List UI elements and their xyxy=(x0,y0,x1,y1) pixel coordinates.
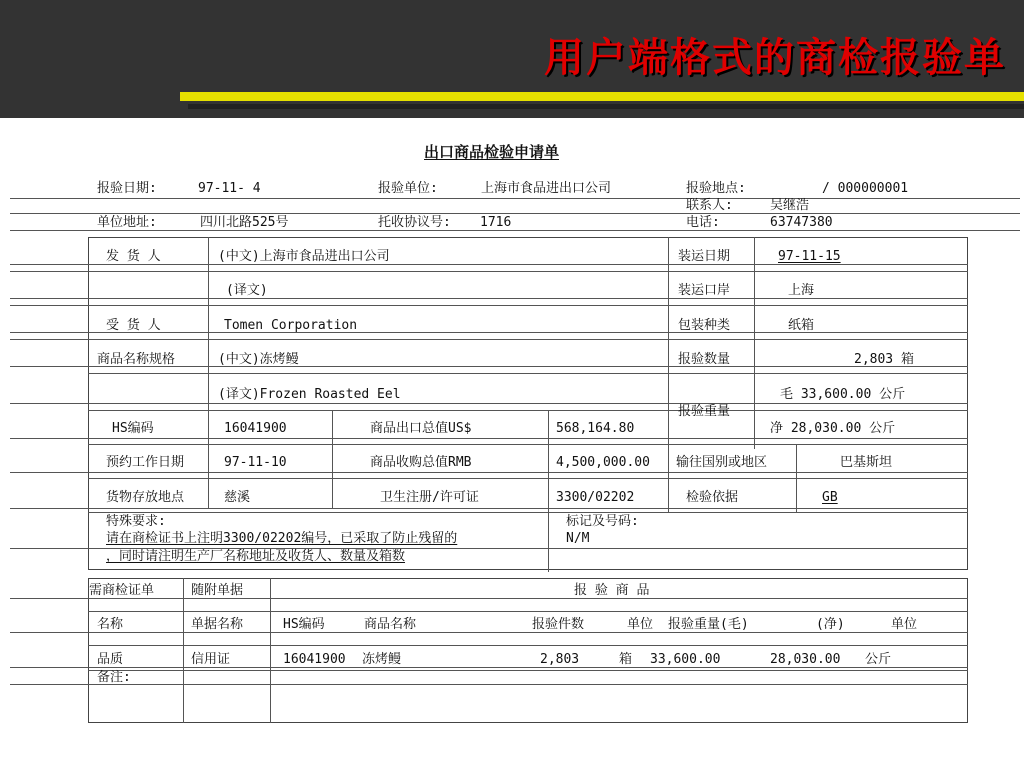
row-line xyxy=(10,438,968,439)
col-header-name: 名称 xyxy=(97,617,124,632)
col-header-net: (净) xyxy=(816,617,845,632)
export-value: 568,164.80 xyxy=(556,421,635,436)
form-title: 出口商品检验申请单 xyxy=(424,143,560,161)
row-line xyxy=(10,667,968,668)
divider xyxy=(10,230,1020,231)
qty-value: 2,803 箱 xyxy=(854,352,914,367)
goods-translation: (译文)Frozen Roasted Eel xyxy=(218,387,401,402)
remark-label: 备注: xyxy=(97,670,131,685)
purchase-label: 商品收购总值RMB xyxy=(370,455,472,470)
col-line xyxy=(796,444,797,512)
port-label: 装运口岸 xyxy=(678,283,731,298)
agreement-value: 1716 xyxy=(480,215,512,230)
ship-date-value: 97-11-15 xyxy=(778,249,841,264)
row-line xyxy=(88,645,968,646)
row-line xyxy=(10,339,968,340)
row-net: 28,030.00 xyxy=(770,652,841,667)
row-line xyxy=(88,373,968,374)
dest-value: 巴基斯坦 xyxy=(840,455,893,470)
row-line xyxy=(88,444,968,445)
row-unit: 箱 xyxy=(619,652,633,667)
col-header-pieces: 报验件数 xyxy=(532,617,585,632)
row-name: 品质 xyxy=(97,652,124,667)
pack-label: 包装种类 xyxy=(678,318,731,333)
row-unit2: 公斤 xyxy=(865,652,892,667)
address-label: 单位地址: xyxy=(97,215,157,230)
port-value: 上海 xyxy=(788,283,815,298)
row-line xyxy=(10,403,968,404)
contact-label: 联系人: xyxy=(686,198,733,213)
slide-header xyxy=(0,0,1024,118)
hs-label: HS编码 xyxy=(112,421,154,436)
marks-value: N/M xyxy=(566,531,590,546)
row-doc: 信用证 xyxy=(191,652,231,667)
col-header-doc: 单据名称 xyxy=(191,617,244,632)
col-line xyxy=(548,410,549,572)
work-date-label: 预约工作日期 xyxy=(106,455,185,470)
qty-label: 报验数量 xyxy=(678,352,731,367)
ship-date-label: 装运日期 xyxy=(678,249,731,264)
unit-value: 上海市食品进出口公司 xyxy=(481,181,612,196)
row-pieces: 2,803 xyxy=(540,652,580,667)
col-header-unit: 单位 xyxy=(627,617,654,632)
goods-cn: (中文)冻烤鳗 xyxy=(218,352,299,367)
special-line-2: ，同时请注明生产厂名称地址及收货人、数量及箱数 xyxy=(106,549,406,564)
slide-title: 用户端格式的商检报验单 xyxy=(544,34,1006,81)
row-line xyxy=(88,670,968,671)
col-line xyxy=(668,237,669,512)
accent-bar-dark xyxy=(188,104,1024,109)
divider xyxy=(10,198,1020,199)
shipper-translation: (译文) xyxy=(226,283,268,298)
row-line xyxy=(10,684,968,685)
purchase-value: 4,500,000.00 xyxy=(556,455,650,470)
contact-value: 吴继浩 xyxy=(770,198,810,213)
agreement-label: 托收协议号: xyxy=(378,215,451,230)
health-value: 3300/02202 xyxy=(556,490,635,505)
dest-label: 输往国别或地区 xyxy=(676,455,768,470)
col-line xyxy=(270,578,271,723)
row-line xyxy=(10,305,968,306)
shipper-cn: (中文)上海市食品进出口公司 xyxy=(218,249,390,264)
col-line xyxy=(208,237,209,508)
date-label: 报验日期: xyxy=(97,181,157,196)
consignee-label: 受 货 人 xyxy=(106,318,161,333)
storage-value: 慈溪 xyxy=(224,490,251,505)
hs-value: 16041900 xyxy=(224,421,287,436)
basis-value: GB xyxy=(822,490,838,505)
weight-label: 报验重量 xyxy=(678,404,731,419)
row-line xyxy=(10,472,968,473)
work-date-value: 97-11-10 xyxy=(224,455,287,470)
place-label: 报验地点: xyxy=(686,181,746,196)
accent-bar xyxy=(180,92,1024,101)
address-value: 四川北路525号 xyxy=(200,215,289,230)
unit-label: 报验单位: xyxy=(378,181,438,196)
col-line xyxy=(332,410,333,508)
row-line xyxy=(10,598,968,599)
row-line xyxy=(10,298,968,299)
lower-form-box xyxy=(88,578,968,723)
col-header-unit2: 单位 xyxy=(891,617,918,632)
health-label: 卫生注册/许可证 xyxy=(380,490,479,505)
row-line xyxy=(88,512,968,513)
col-header-hs: HS编码 xyxy=(283,617,325,632)
basis-label: 检验依据 xyxy=(686,490,739,505)
gross-weight-value: 毛 33,600.00 公斤 xyxy=(780,387,906,402)
col-line xyxy=(183,578,184,723)
row-goods: 冻烤鳗 xyxy=(362,652,402,667)
row-gross: 33,600.00 xyxy=(650,652,721,667)
marks-label: 标记及号码: xyxy=(566,514,639,529)
row-line xyxy=(88,611,968,612)
export-label: 商品出口总值US$ xyxy=(370,421,472,436)
special-line-1: 请在商检证书上注明3300/02202编号，已采取了防止残留的 xyxy=(106,531,458,546)
phone-label: 电话: xyxy=(686,215,720,230)
cert-label: 需商检证单 xyxy=(89,583,155,598)
docs-label: 随附单据 xyxy=(191,583,244,598)
place-value: / 000000001 xyxy=(822,181,909,196)
row-line xyxy=(10,632,968,633)
row-line xyxy=(10,508,968,509)
date-value: 97-11- 4 xyxy=(198,181,261,196)
goods-header: 报 验 商 品 xyxy=(574,583,650,598)
row-line xyxy=(88,410,968,411)
col-header-goods: 商品名称 xyxy=(364,617,417,632)
pack-value: 纸箱 xyxy=(788,318,815,333)
storage-label: 货物存放地点 xyxy=(106,490,185,505)
special-label: 特殊要求: xyxy=(106,514,166,529)
net-weight-value: 净 28,030.00 公斤 xyxy=(770,421,896,436)
goods-label: 商品名称规格 xyxy=(97,352,176,367)
row-line xyxy=(10,264,968,265)
col-header-gross: 报验重量(毛) xyxy=(668,617,749,632)
consignee-value: Tomen Corporation xyxy=(224,318,358,333)
divider xyxy=(10,213,1020,214)
row-hs: 16041900 xyxy=(283,652,346,667)
shipper-label: 发 货 人 xyxy=(106,249,161,264)
row-line xyxy=(10,271,968,272)
row-line xyxy=(88,478,968,479)
col-line xyxy=(754,237,755,449)
phone-value: 63747380 xyxy=(770,215,833,230)
